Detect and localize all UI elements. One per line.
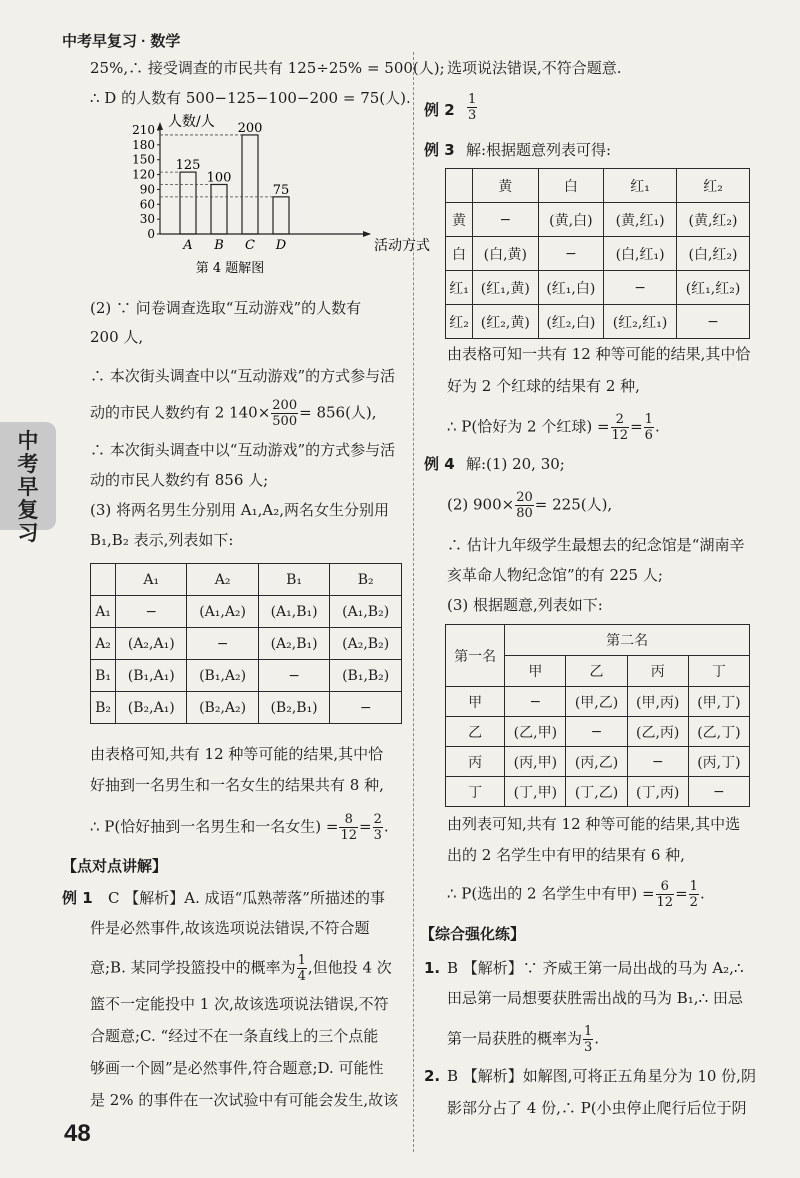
page-number: 48 (64, 1120, 91, 1147)
example-3-label: 例 3 (424, 141, 455, 159)
fraction: $\frac{1}{3}$ (584, 1024, 593, 1055)
table-cell: − (187, 628, 258, 660)
q2-label: 2. (424, 1067, 441, 1085)
table-cell: − (627, 747, 688, 777)
table-cell: 乙 (566, 656, 627, 687)
p2-line-1: (2) ∵ 问卷调查选取“互动游戏”的人数有 (90, 299, 362, 317)
data-label: 125 (175, 158, 201, 174)
q2-line-2: 影部分占了 4 份,∴ P(小虫停止爬行后位于阴 (447, 1099, 747, 1117)
table-cell: (A₁,B₁) (258, 596, 330, 628)
right-line-1: 选项说法错误,不符合题意. (447, 59, 622, 77)
table-cell: (A₁,A₂) (187, 596, 258, 628)
ex4-line-5: (3) 根据题意,列表如下: (447, 596, 603, 614)
bar (180, 172, 196, 234)
table-cell: (B₁,B₂) (330, 660, 402, 692)
side-tab-label: 中考早复习 (17, 429, 39, 545)
y-tick-label: 0 (147, 227, 155, 241)
table-cell: (丁,乙) (566, 777, 627, 807)
table-cell: 红₂ (446, 305, 473, 339)
table-cell: 黄 (473, 169, 539, 203)
ex3-result-3: ∴ P(恰好为 2 个红球) = $\frac{2}{12}$ = $\frac{1}{6}$ . (447, 412, 660, 443)
q2-line-1: B 【解析】如解图,可将正五角星分为 10 份,阴 (447, 1067, 756, 1085)
table-row (446, 237, 750, 271)
table-cell: (B₁,A₂) (187, 660, 258, 692)
fraction: $\frac{1}{4}$ (297, 953, 306, 984)
table-cell: A₁ (116, 564, 187, 596)
table-cell: (黄,白) (538, 203, 604, 237)
table-cell: 甲 (446, 687, 505, 717)
table-cell: B₁ (91, 660, 116, 692)
table-cell: 乙 (446, 717, 505, 747)
x-tick-label: C (245, 238, 255, 253)
table-cell: 白 (446, 237, 473, 271)
y-tick-label: 180 (132, 137, 155, 152)
table-cell: 白 (538, 169, 604, 203)
left-line-2: ∴ D 的人数有 500−125−100−200 = 75(人). (90, 89, 411, 107)
table-header-row (91, 564, 402, 596)
table-cell: − (688, 777, 749, 807)
example-1-label: 例 1 (62, 889, 93, 907)
table-cell: (红₁,黄) (473, 271, 539, 305)
y-tick-label: 60 (139, 197, 155, 212)
result-line-1: 由表格可知,共有 12 种等可能的结果,其中恰 (90, 745, 384, 763)
left-line-1: 25%,∴ 接受调查的市民共有 125÷25% = 500(人); (90, 59, 445, 77)
table-cell: − (473, 203, 539, 237)
table-cell: − (566, 717, 627, 747)
chart-title: 第 4 题解图 (195, 261, 265, 276)
ex1-line-7: 是 2% 的事件在一次试验中有可能会发生,故该 (90, 1091, 399, 1109)
p2-line-4: 动的市民人数约有 2 140× $\frac{200}{500}$ = 856(人), (90, 398, 377, 429)
fraction: $\frac{1}{2}$ (689, 879, 698, 910)
table-cell: 红₁ (446, 271, 473, 305)
table-cell: − (677, 305, 750, 339)
ex1-line-2: 件是必然事件,故该选项说法错误,不符合题 (90, 919, 370, 937)
table-row (91, 628, 402, 660)
ex4-line-2: (2) 900× $\frac{20}{80}$ = 225(人), (447, 490, 613, 521)
table-cell: − (116, 596, 187, 628)
table-cell: (B₂,A₂) (187, 692, 258, 724)
data-label: 200 (237, 120, 263, 136)
q1-line-3: 第一局获胜的概率为 $\frac{1}{3}$ . (447, 1024, 600, 1055)
table-cell: (红₁,红₂) (677, 271, 750, 305)
table-cell: 红₂ (677, 169, 750, 203)
table-cell: (丁,甲) (505, 777, 566, 807)
table-cell: − (330, 692, 402, 724)
table-cell: (乙,丁) (688, 717, 749, 747)
table-cell: (白,黄) (473, 237, 539, 271)
table-cell: A₁ (91, 596, 116, 628)
table-cell: (白,红₁) (604, 237, 677, 271)
table-cell: (甲,丙) (627, 687, 688, 717)
table-cell: (B₂,B₁) (258, 692, 330, 724)
bar (242, 135, 258, 234)
x-tick-label: D (275, 238, 287, 253)
table-cell: (A₂,B₂) (330, 628, 402, 660)
table-cell: (A₁,B₂) (330, 596, 402, 628)
table-cell: 红₁ (604, 169, 677, 203)
page-header: 中考早复习 · 数学 (62, 33, 181, 50)
table-header-row (446, 625, 750, 656)
result-line-2: 好抽到一名男生和一名女生的结果共有 8 种, (90, 776, 384, 794)
ex1-line-3: 意;B. 某同学投篮投中的概率为 $\frac{1}{4}$ ,但他投 4 次 (90, 953, 392, 984)
ex3-text: 解:根据题意列表可得: (466, 141, 612, 159)
table-cell: B₂ (91, 692, 116, 724)
p2-line-3: ∴ 本次街头调查中以“互动游戏”的方式参与活 (90, 367, 396, 385)
table-row (446, 687, 750, 717)
table-cell: − (505, 687, 566, 717)
ex1-line-4: 篮不一定能投中 1 次,故该选项说法错误,不符 (90, 995, 389, 1013)
table-cell: (B₂,A₁) (116, 692, 187, 724)
fraction: $\frac{200}{500}$ (272, 398, 298, 429)
ex1-line-6: 够画一个圆”是必然事件,符合题意;D. 可能性 (90, 1059, 384, 1077)
q1-line-1: B 【解析】∵ 齐威王第一局出战的马为 A₂,∴ (447, 959, 744, 977)
table-cell: 甲 (505, 656, 566, 687)
table-cell: (乙,丙) (627, 717, 688, 747)
q1-line-2: 田忌第一局想要获胜需出战的马为 B₁,∴ 田忌 (447, 989, 743, 1007)
ex4-result-3: ∴ P(选出的 2 名学生中有甲) = $\frac{6}{12}$ = $\frac{1}{2}$ . (447, 879, 705, 910)
p3-line-2: B₁,B₂ 表示,列表如下: (90, 531, 234, 549)
section-title-comprehensive: 【综合强化练】 (420, 925, 526, 943)
table-cell (91, 564, 116, 596)
table-cell: (B₁,A₁) (116, 660, 187, 692)
table-cell: (红₂,红₁) (604, 305, 677, 339)
table-cell: 丙 (446, 747, 505, 777)
fraction: $\frac{1}{6}$ (644, 412, 653, 443)
example-2-label: 例 2 (424, 101, 455, 119)
bar (273, 197, 289, 234)
ex3-result-1: 由表格可知一共有 12 种等可能的结果,其中恰 (447, 345, 751, 363)
table-cell: A₂ (91, 628, 116, 660)
table-cell: (丙,丁) (688, 747, 749, 777)
x-axis-arrow (363, 231, 371, 237)
y-tick-label: 120 (132, 167, 155, 182)
fraction: $\frac{1}{3}$ (468, 92, 477, 123)
table-cell: (黄,红₂) (677, 203, 750, 237)
section-title-point: 【点对点讲解】 (62, 857, 168, 875)
p2-line-5: ∴ 本次街头调查中以“互动游戏”的方式参与活 (90, 441, 396, 459)
bar-chart (118, 112, 430, 280)
q1-label: 1. (424, 959, 441, 977)
table-balls (445, 168, 750, 339)
bar (211, 184, 227, 234)
fraction: $\frac{6}{12}$ (656, 879, 674, 910)
table-cell: 黄 (446, 203, 473, 237)
ex1-line-1: C 【解析】A. 成语“瓜熟蒂落”所描述的事 (108, 889, 385, 907)
column-divider (413, 52, 414, 1152)
table-header-row (446, 169, 750, 203)
table-students-rank (445, 624, 750, 807)
table-cell: B₁ (258, 564, 330, 596)
ex4-result-2: 出的 2 名学生中有甲的结果有 6 种, (447, 846, 685, 864)
table-cell: (甲,乙) (566, 687, 627, 717)
ex4-line-4: 亥革命人物纪念馆”的有 225 人; (447, 566, 663, 584)
table-cell: (A₂,A₁) (116, 628, 187, 660)
example-4-label: 例 4 (424, 455, 455, 473)
fraction: $\frac{8}{12}$ (340, 812, 357, 843)
table-cell: − (538, 237, 604, 271)
ex1-line-5: 合题意;C. “经过不在一条直线上的三个点能 (90, 1027, 379, 1045)
result-line-3: ∴ P(恰好抽到一名男生和一名女生) = $\frac{8}{12}$ = $\frac{2}{3}$ . (90, 812, 389, 843)
ex3-result-2: 好为 2 个红球的结果有 2 种, (447, 377, 640, 395)
x-axis-label: 活动方式 (374, 238, 430, 254)
y-tick-label: 210 (132, 123, 155, 137)
table-row (91, 660, 402, 692)
table-cell: A₂ (187, 564, 258, 596)
table-cell: (丁,丙) (627, 777, 688, 807)
table-cell: 第二名 (505, 625, 750, 656)
table-cell: (黄,红₁) (604, 203, 677, 237)
fraction: $\frac{2}{12}$ (611, 412, 629, 443)
table-row (446, 717, 750, 747)
y-tick-label: 150 (132, 152, 155, 167)
table-cell: 丁 (446, 777, 505, 807)
data-label: 100 (206, 170, 232, 186)
p2-line-6: 动的市民人数约有 856 人; (90, 471, 269, 489)
ex4-line-1: 解:(1) 20, 30; (466, 455, 565, 473)
table-row (446, 747, 750, 777)
fraction: $\frac{2}{3}$ (373, 812, 382, 843)
table-cell: (红₂,白) (538, 305, 604, 339)
table-cell: (丙,乙) (566, 747, 627, 777)
table-cell: − (604, 271, 677, 305)
x-tick-label: A (183, 238, 193, 253)
table-cell: B₂ (330, 564, 402, 596)
table-cell: (丙,甲) (505, 747, 566, 777)
table-row (91, 692, 402, 724)
table-row (446, 305, 750, 339)
table-students (90, 563, 402, 724)
table-cell: (白,红₂) (677, 237, 750, 271)
ex4-result-1: 由列表可知,共有 12 种等可能的结果,其中选 (447, 815, 741, 833)
table-cell: 丁 (688, 656, 749, 687)
table-cell: (A₂,B₁) (258, 628, 330, 660)
data-label: 75 (272, 182, 290, 198)
p3-line-1: (3) 将两名男生分别用 A₁,A₂,两名女生分别用 (90, 501, 390, 519)
x-tick-label: B (214, 238, 224, 253)
table-row (446, 271, 750, 305)
ex4-line-3: ∴ 估计九年级学生最想去的纪念馆是“湖南辛 (447, 536, 745, 554)
table-row (446, 203, 750, 237)
table-cell: 第一名 (446, 625, 505, 687)
ex2-answer (466, 92, 478, 123)
p2-line-2: 200 人, (90, 328, 144, 346)
y-axis-label: 人数/人 (168, 114, 215, 130)
y-tick-label: 30 (139, 212, 155, 227)
table-cell: 丙 (627, 656, 688, 687)
side-tab (0, 422, 56, 545)
y-tick-label: 90 (139, 182, 155, 197)
table-cell: (乙,甲) (505, 717, 566, 747)
y-axis-arrow (157, 122, 163, 130)
table-cell: − (258, 660, 330, 692)
table-cell: (红₁,白) (538, 271, 604, 305)
table-cell: (红₂,黄) (473, 305, 539, 339)
table-row (91, 596, 402, 628)
table-cell (446, 169, 473, 203)
fraction: $\frac{20}{80}$ (516, 490, 533, 521)
table-row (446, 777, 750, 807)
table-cell: (甲,丁) (688, 687, 749, 717)
